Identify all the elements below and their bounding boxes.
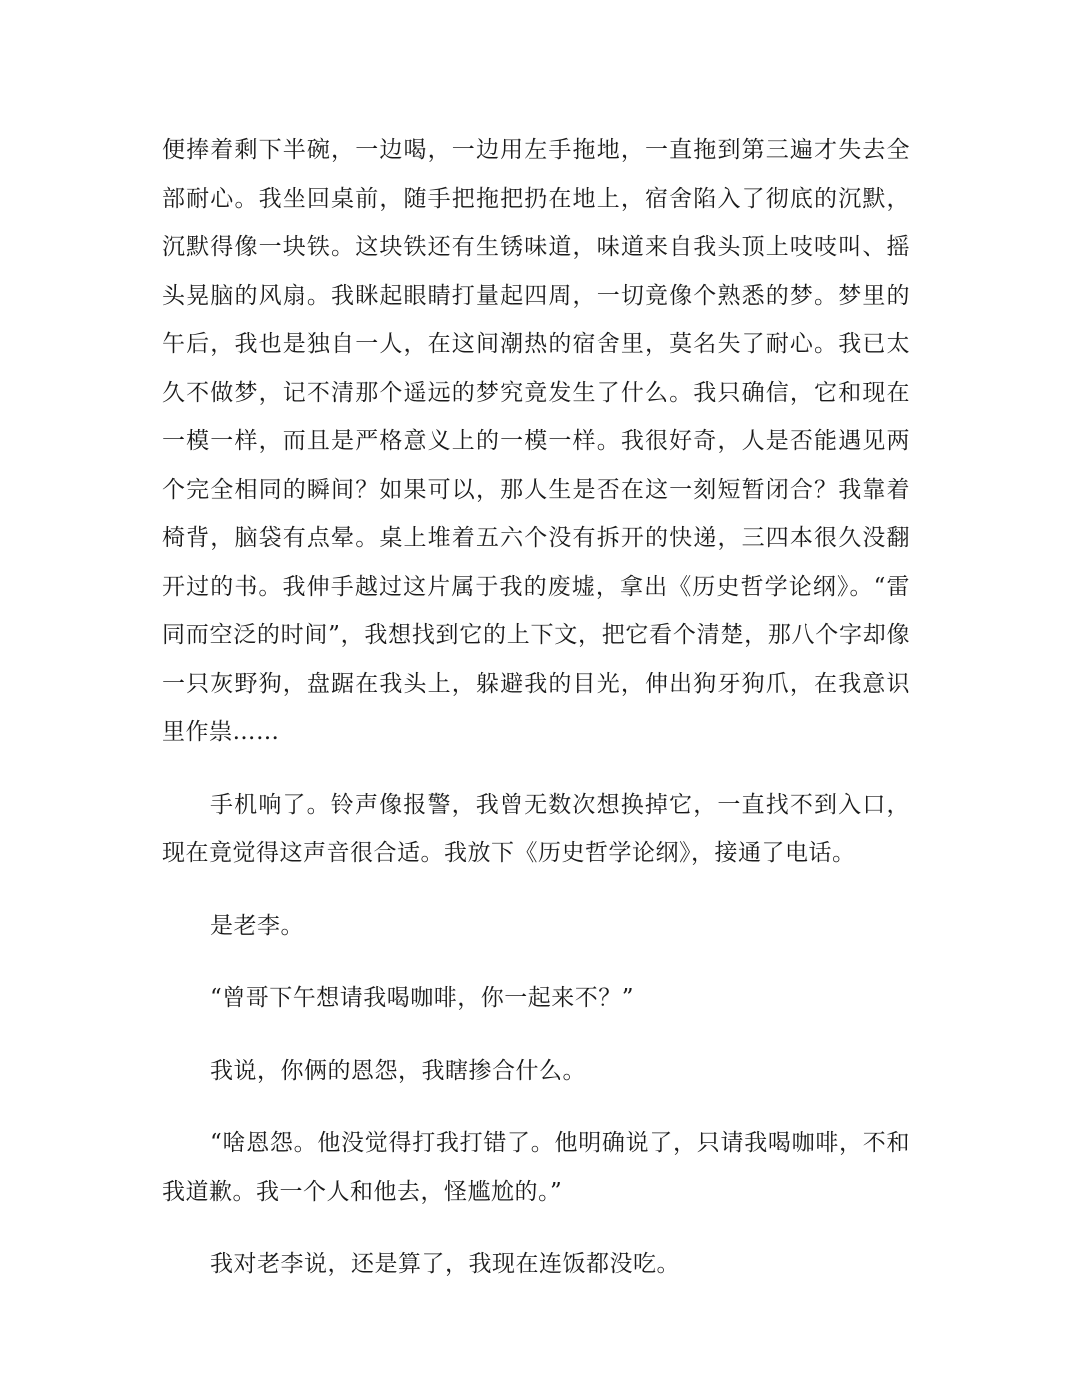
paragraph-invitation: “曾哥下午想请我喝咖啡，你一起来不？” (210, 985, 635, 1011)
paragraph-continued: 便捧着剩下半碗，一边喝，一边用左手拖地，一直拖到第三遍才失去全部耐心。我坐回桌前，随手把拖把扔在地上，宿舍陷入了彻底的沉默，沉默得像一块铁。这块铁还有生锈味道，味道来自我头顶上吱吱叫、摇头晃脑的风扇。我眯起眼睛打量起四周，一切竟像个熟悉的梦。梦里的午后，我也是独自一人，在这间潮热的宿舍里，莫名失了耐心。我已太久不做梦，记不清那个遥远的梦究竟发生了什么。我只确信，它和现在一模一样，而且是严格意义上的一模一样。我很好奇，人是否能遇见两个完全相同的瞬间？如果可以，那人生是否在这一刻短暂闭合？我靠着椅背，脑袋有点晕。桌上堆着五六个没有拆开的快递，三四本很久没翻开过的书。我伸手越过这片属于我的废墟，拿出《历史哲学论纲》。“雷同而空泛的时间”，我想找到它的上下文，把它看个清楚，那八个字却像一只灰野狗，盘踞在我头上，躲避我的目光，伸出狗牙狗爪，在我意识里作祟…… (162, 137, 910, 745)
paragraph-phone-rings: 手机响了。铃声像报警，我曾无数次想换掉它，一直找不到入口，现在竟觉得这声音很合适。我放下《历史哲学论纲》，接通了电话。 (162, 791, 910, 866)
paragraph-reply: 我说，你俩的恩怨，我瞎掺合什么。 (210, 1057, 586, 1084)
paragraph-lao-li: 是老李。 (210, 912, 304, 939)
paragraph-explanation: “啥恩怨。他没觉得打我打错了。他明确说了，只请我喝咖啡，不和我道歉。我一个人和他去，怪尴尬的。” (162, 1130, 910, 1205)
document-page (162, 126, 910, 1313)
paragraph-decline: 我对老李说，还是算了，我现在连饭都没吃。 (210, 1251, 680, 1277)
